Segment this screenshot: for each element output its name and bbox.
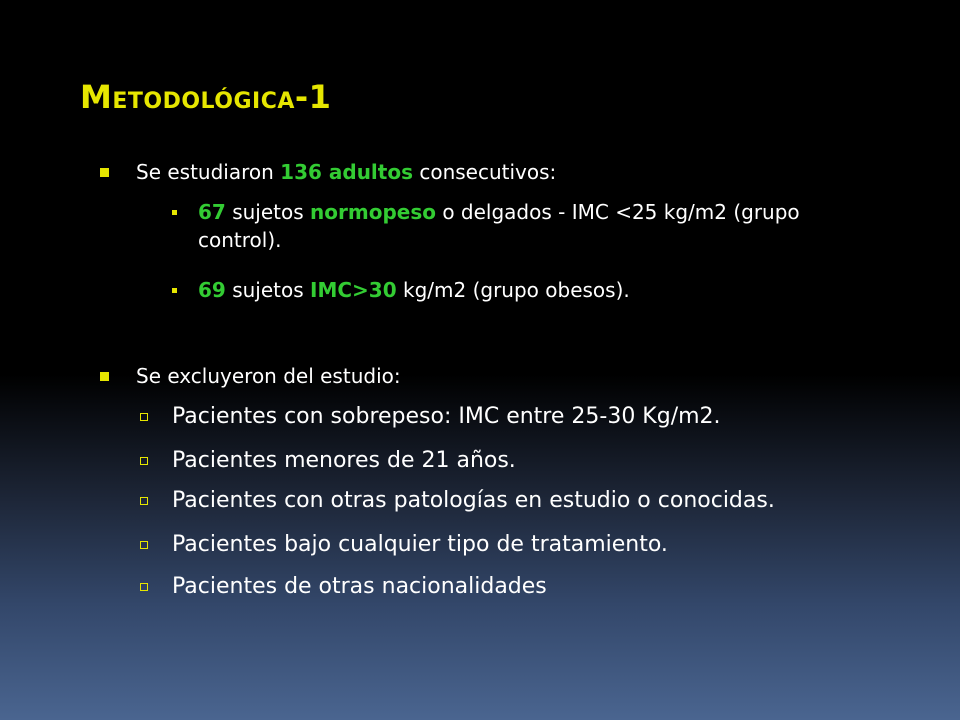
small-square-bullet-icon	[172, 288, 177, 293]
hollow-square-bullet-icon	[140, 583, 148, 591]
slide-title: Metodológica-1	[80, 78, 332, 116]
bullet-text: Se excluyeron del estudio:	[136, 364, 401, 388]
slide-content: Se estudiaron 136 adultos consecutivos: 67 sujetos normopeso o delgados - IMC <25 kg/m2 (grupo control). 69 sujetos IMC>30 kg/m2 (grupo obesos). Se excluyeron del estudio: Pacientes con sobrepeso: IMC entre 25-30 Kg/m2. Pacientes menores de 21 años. Pacientes con otras patologías en estudio o conocidas. Pacientes bajo cualquier tipo de tratamiento. Pacientes de otras nacionalidades	[0, 0, 960, 720]
sub-bullet-text: 69 sujetos IMC>30 kg/m2 (grupo obesos).	[198, 278, 630, 302]
square-bullet-icon	[100, 372, 109, 381]
hollow-square-bullet-icon	[140, 497, 148, 505]
hollow-square-bullet-icon	[140, 457, 148, 465]
hollow-square-bullet-icon	[140, 541, 148, 549]
square-bullet-icon	[100, 168, 109, 177]
sub-bullet-text: 67 sujetos normopeso o delgados - IMC <25 kg/m2 (grupo control).	[198, 200, 800, 252]
small-square-bullet-icon	[172, 210, 177, 215]
bullet-text: Se estudiaron 136 adultos consecutivos:	[136, 160, 557, 184]
hollow-square-bullet-icon	[140, 413, 148, 421]
